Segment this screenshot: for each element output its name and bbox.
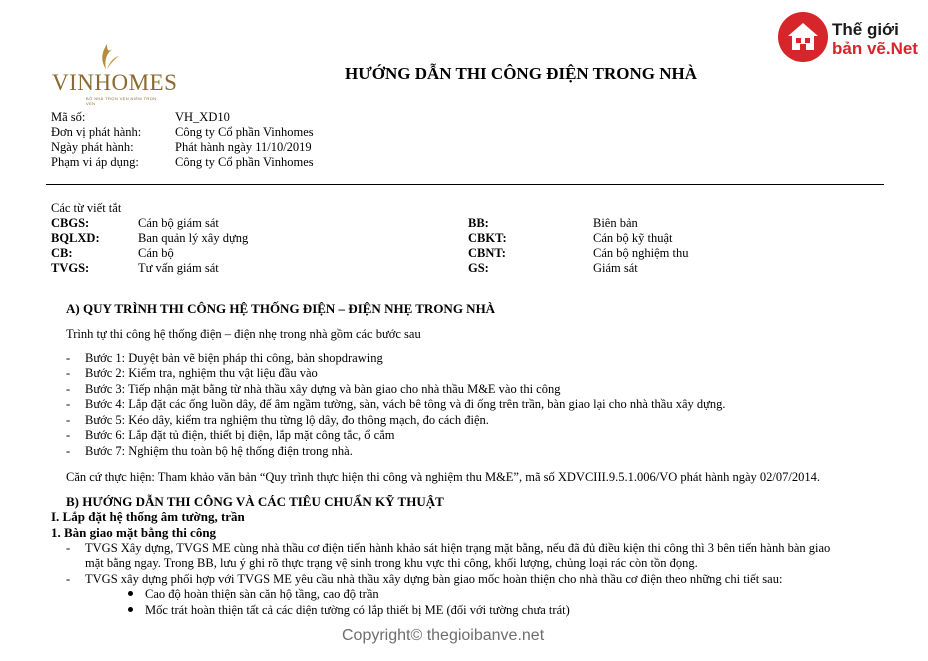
paragraph-line: TVGS xây dựng phối hợp với TVGS ME yêu cầu nhà thầu xây dựng bàn giao mốc hoàn thiện cho nhà thầu cơ điện theo những chi tiết sau: bbox=[85, 572, 783, 586]
meta-key: Mã số: bbox=[51, 110, 86, 124]
abbr-key: CB: bbox=[51, 246, 73, 260]
bullet-icon bbox=[128, 607, 133, 612]
section-a-heading: A) QUY TRÌNH THI CÔNG HỆ THỐNG ĐIỆN – ĐIỆN NHẸ TRONG NHÀ bbox=[66, 301, 496, 316]
section-b-sub2: 1. Bàn giao mặt bằng thi công bbox=[51, 525, 217, 540]
section-a-basis: Căn cứ thực hiện: Tham khảo văn bản “Quy trình thực hiện thi công và nghiệm thu M&E”, mã số XDVCIII.9.5.1.006/VO phát hành ngày 02/07/2014. bbox=[66, 470, 820, 484]
document-title: HƯỚNG DẪN THI CÔNG ĐIỆN TRONG NHÀ bbox=[345, 64, 697, 83]
abbr-key: CBNT: bbox=[468, 246, 506, 260]
abbr-value: Cán bộ nghiệm thu bbox=[593, 246, 689, 260]
header-divider bbox=[46, 184, 884, 185]
copyright-footer: Copyright© thegioibanve.net bbox=[342, 627, 545, 644]
vinhomes-leaf-icon bbox=[92, 42, 122, 72]
abbr-value: Tư vấn giám sát bbox=[138, 261, 219, 275]
list-dash: - bbox=[66, 366, 71, 380]
list-dash: - bbox=[66, 444, 71, 458]
abbr-value: Cán bộ bbox=[138, 246, 174, 260]
meta-key: Đơn vị phát hành: bbox=[51, 125, 142, 139]
list-dash: - bbox=[66, 428, 71, 442]
abbr-value: Ban quản lý xây dựng bbox=[138, 231, 249, 245]
meta-value: Phát hành ngày 11/10/2019 bbox=[175, 140, 312, 154]
list-item: Bước 5: Kéo dây, kiểm tra nghiệm thu từng lộ dây, đo thông mạch, đo cách điện. bbox=[85, 413, 489, 427]
list-dash: - bbox=[66, 351, 71, 365]
bullet-item: Cao độ hoàn thiện sàn căn hộ tầng, cao độ trần bbox=[145, 587, 379, 601]
meta-key: Phạm vi áp dụng: bbox=[51, 155, 139, 169]
brand-line1: Thế giới bbox=[832, 20, 899, 39]
abbr-key: BQLXD: bbox=[51, 231, 100, 245]
section-b-sub1: I. Lắp đặt hệ thống âm tường, trần bbox=[51, 509, 245, 524]
bullet-item: Mốc trát hoàn thiện tất cả các diện tường có lắp thiết bị ME (đối với tường chưa trát) bbox=[145, 603, 570, 617]
list-item: Bước 3: Tiếp nhận mặt bằng từ nhà thầu xây dựng và bàn giao cho nhà thầu M&E vào thi công bbox=[85, 382, 561, 396]
abbr-key: CBGS: bbox=[51, 216, 90, 230]
list-dash: - bbox=[66, 413, 71, 427]
brand-watermark bbox=[778, 12, 928, 62]
abbr-value: Giám sát bbox=[593, 261, 638, 275]
abbr-key: BB: bbox=[468, 216, 489, 230]
list-item: Bước 7: Nghiệm thu toàn bộ hệ thống điện trong nhà. bbox=[85, 444, 353, 458]
meta-value: VH_XD10 bbox=[175, 110, 230, 124]
list-dash: - bbox=[66, 541, 71, 555]
brand-line2: bản vẽ.Net bbox=[832, 39, 918, 58]
abbr-key: GS: bbox=[468, 261, 489, 275]
meta-value: Công ty Cổ phần Vinhomes bbox=[175, 125, 314, 139]
abbr-value: Cán bộ giám sát bbox=[138, 216, 219, 230]
list-dash: - bbox=[66, 382, 71, 396]
abbr-key: CBKT: bbox=[468, 231, 507, 245]
paragraph-line: TVGS Xây dựng, TVGS ME cùng nhà thầu cơ điện tiến hành khảo sát hiện trạng mặt bằng, nếu đã đủ điều kiện thi công thì 3 bên tiến hành bàn giao bbox=[85, 541, 831, 555]
bullet-icon bbox=[128, 591, 133, 596]
list-dash: - bbox=[66, 397, 71, 411]
list-item: Bước 4: Lắp đặt các ống luồn dây, đế âm ngầm tường, sàn, vách bê tông và đi ống trên trần, bàn giao lại cho nhà thầu xây dựng. bbox=[85, 397, 726, 411]
list-item: Bước 2: Kiểm tra, nghiệm thu vật liệu đầu vào bbox=[85, 366, 318, 380]
abbr-value: Cán bộ kỹ thuật bbox=[593, 231, 673, 245]
abbr-value: Biên bản bbox=[593, 216, 638, 230]
list-dash: - bbox=[66, 572, 71, 586]
list-item: Bước 6: Lắp đặt tủ điện, thiết bị điện, lắp mặt công tắc, ổ cắm bbox=[85, 428, 395, 442]
section-a-intro: Trình tự thi công hệ thống điện – điện nhẹ trong nhà gồm các bước sau bbox=[66, 327, 421, 341]
meta-key: Ngày phát hành: bbox=[51, 140, 134, 154]
vinhomes-logo bbox=[52, 42, 178, 106]
meta-value: Công ty Cổ phần Vinhomes bbox=[175, 155, 314, 169]
logo-wordmark: VINHOMES bbox=[52, 70, 178, 95]
abbr-heading: Các từ viết tắt bbox=[51, 201, 122, 215]
brand-house-icon bbox=[778, 12, 828, 62]
abbr-key: TVGS: bbox=[51, 261, 90, 275]
paragraph-line: mặt bằng ngay. Trong BB, lưu ý ghi rõ thực trạng vệ sinh trong khu vực thi công, khối lượng, chủng loại rác còn tồn đọng. bbox=[85, 556, 698, 570]
list-item: Bước 1: Duyệt bản vẽ biện pháp thi công, bản shopdrawing bbox=[85, 351, 383, 365]
section-b-heading: B) HƯỚNG DẪN THI CÔNG VÀ CÁC TIÊU CHUẨN KỸ THUẬT bbox=[66, 494, 444, 509]
logo-tagline: BỘ NHÀ TRỌN VẸN NIỀM TRỌN VẸN bbox=[86, 96, 157, 106]
